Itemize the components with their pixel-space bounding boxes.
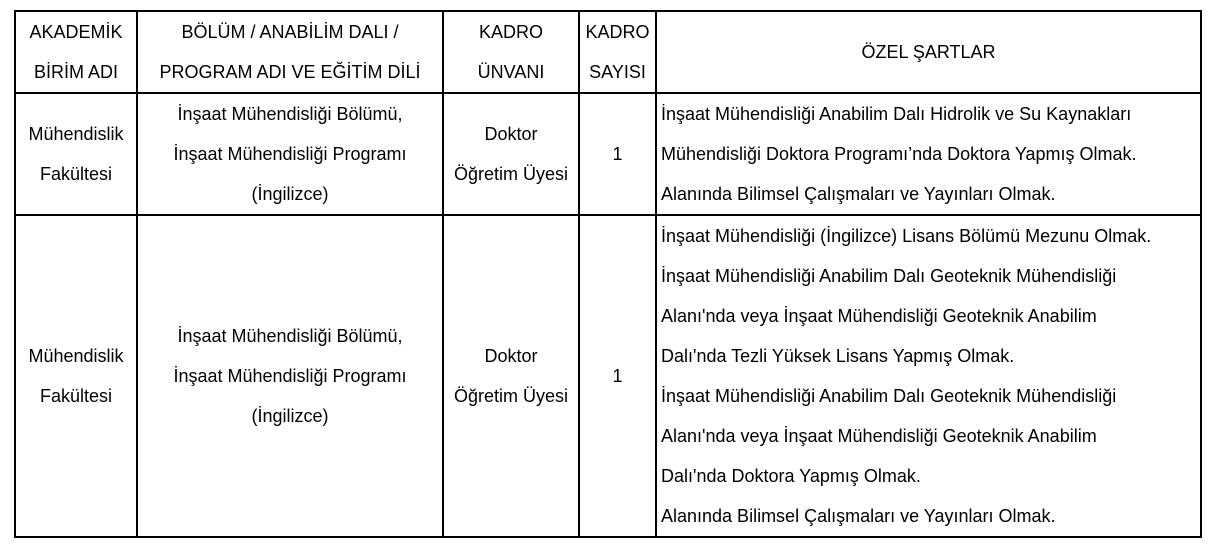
condition-line: İnşaat Mühendisliği Anabilim Dalı Hidrolik ve Su Kaynakları xyxy=(661,104,1132,124)
cell-department xyxy=(137,215,443,537)
condition-line: Alanı'nda veya İnşaat Mühendisliği Geoteknik Anabilim xyxy=(661,426,1097,446)
department-line: İnşaat Mühendisliği Bölümü, xyxy=(177,104,403,124)
header-row xyxy=(15,11,1201,93)
unit-line: Fakültesi xyxy=(39,386,113,406)
department-line: İnşaat Mühendisliği Programı xyxy=(173,366,407,386)
header-department-line-1: BÖLÜM / ANABİLİM DALI / xyxy=(181,22,399,42)
cell-position-count: 1 xyxy=(579,93,656,215)
header-academic-unit xyxy=(15,11,137,93)
cell-position-title xyxy=(443,215,579,537)
cell-special-conditions xyxy=(656,215,1201,537)
department-line: (İngilizce) xyxy=(251,184,329,204)
header-position-count-line-1: KADRO xyxy=(585,22,650,42)
condition-line: Alanı'nda veya İnşaat Mühendisliği Geoteknik Anabilim xyxy=(661,306,1097,326)
cell-special-conditions xyxy=(656,93,1201,215)
cell-academic-unit xyxy=(15,93,137,215)
condition-line: Mühendisliği Doktora Programı’nda Doktora Yapmış Olmak. xyxy=(661,144,1137,164)
table-row xyxy=(15,215,1201,537)
unit-line: Fakültesi xyxy=(39,164,113,184)
cell-position-count: 1 xyxy=(579,215,656,537)
header-department xyxy=(137,11,443,93)
cell-position-title xyxy=(443,93,579,215)
table-row xyxy=(15,93,1201,215)
positions-table xyxy=(14,10,1202,538)
header-academic-unit-line-2: BİRİM ADI xyxy=(33,62,118,82)
condition-line: İnşaat Mühendisliği (İngilizce) Lisans Bölümü Mezunu Olmak. xyxy=(661,226,1152,246)
header-position-title-line-2: ÜNVANI xyxy=(477,62,545,82)
header-position-count xyxy=(579,11,656,93)
condition-line: İnşaat Mühendisliği Anabilim Dalı Geoteknik Mühendisliği xyxy=(661,386,1117,406)
department-line: (İngilizce) xyxy=(251,406,329,426)
condition-line: İnşaat Mühendisliği Anabilim Dalı Geoteknik Mühendisliği xyxy=(661,266,1117,286)
header-position-count-line-2: SAYISI xyxy=(589,62,646,82)
title-line: Doktor xyxy=(484,346,538,366)
condition-line: Dalı'nda Doktora Yapmış Olmak. xyxy=(661,466,921,486)
condition-line: Alanında Bilimsel Çalışmaları ve Yayınları Olmak. xyxy=(661,184,1056,204)
header-academic-unit-line-1: AKADEMİK xyxy=(29,22,123,42)
department-line: İnşaat Mühendisliği Bölümü, xyxy=(177,326,403,346)
unit-line: Mühendislik xyxy=(28,346,124,366)
title-line: Öğretim Üyesi xyxy=(453,164,569,184)
condition-line: Alanında Bilimsel Çalışmaları ve Yayınları Olmak. xyxy=(661,506,1056,526)
header-position-title xyxy=(443,11,579,93)
unit-line: Mühendislik xyxy=(28,124,124,144)
condition-line: Dalı'nda Tezli Yüksek Lisans Yapmış Olmak. xyxy=(661,346,1015,366)
cell-academic-unit xyxy=(15,215,137,537)
department-line: İnşaat Mühendisliği Programı xyxy=(173,144,407,164)
header-position-title-line-1: KADRO xyxy=(478,22,543,42)
header-department-line-2: PROGRAM ADI VE EĞİTİM DİLİ xyxy=(159,62,421,82)
header-special-conditions: ÖZEL ŞARTLAR xyxy=(656,11,1201,93)
title-line: Doktor xyxy=(484,124,538,144)
title-line: Öğretim Üyesi xyxy=(453,386,569,406)
cell-department xyxy=(137,93,443,215)
